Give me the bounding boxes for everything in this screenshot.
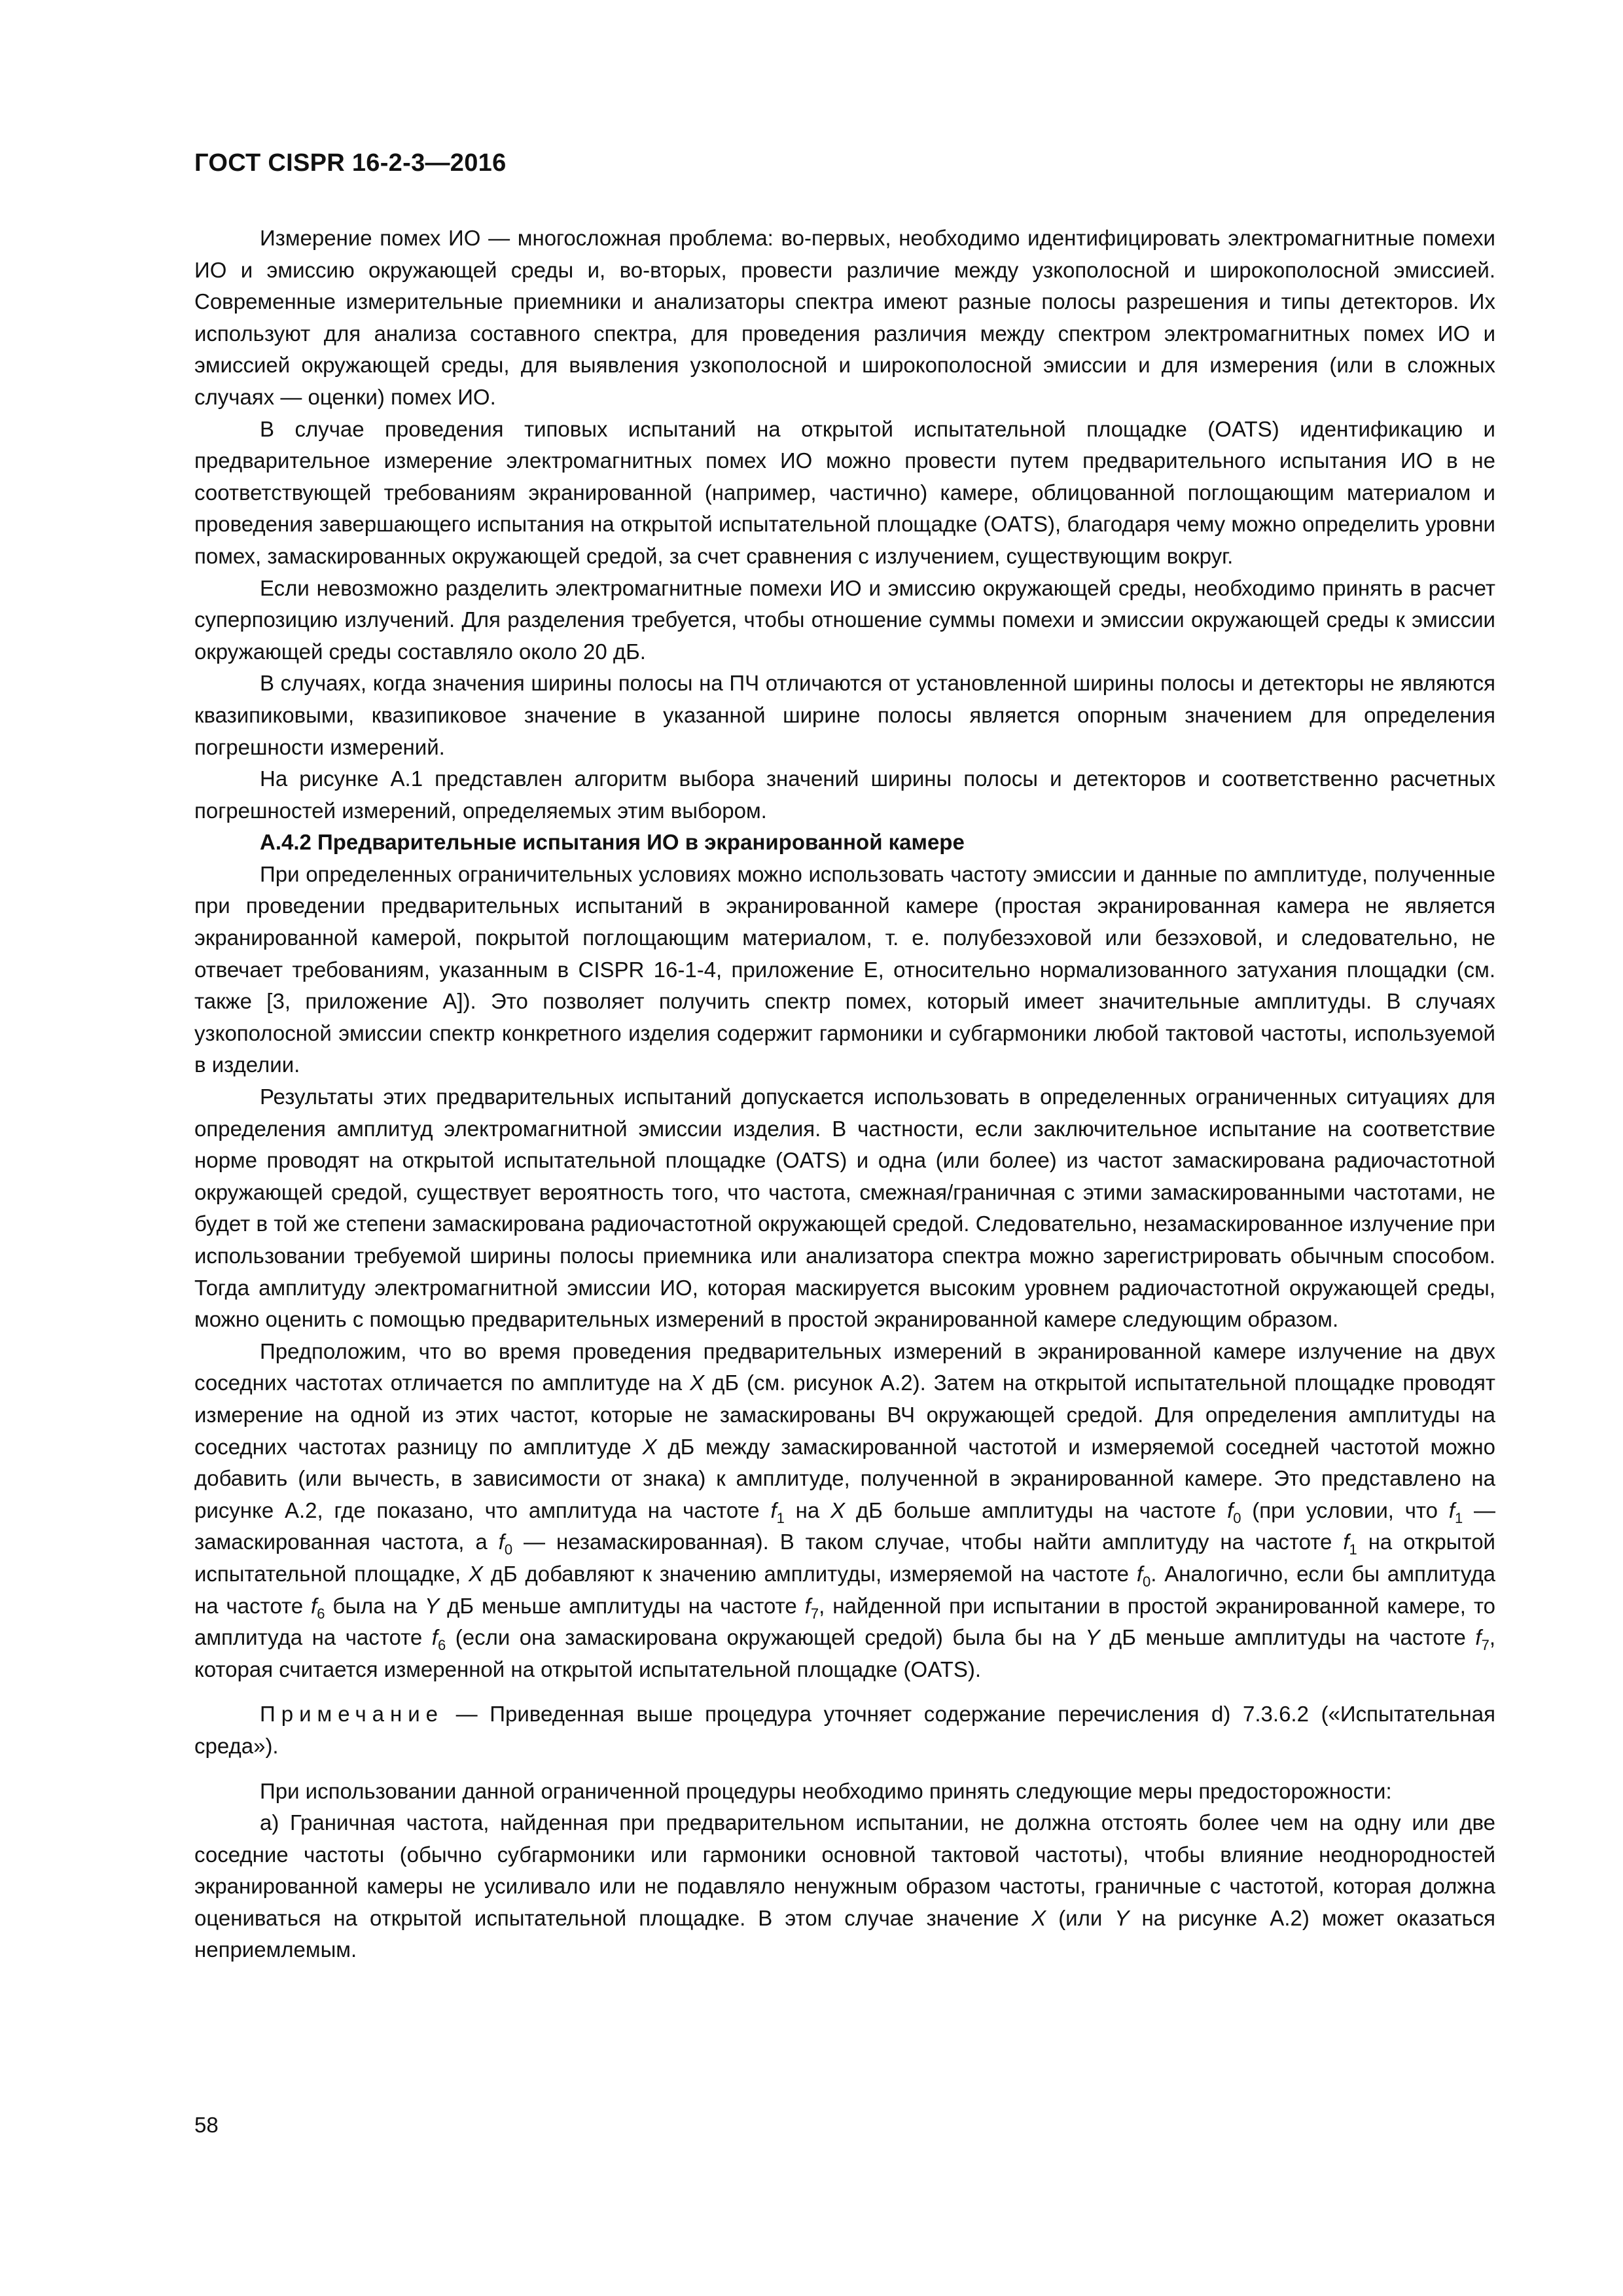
- section-heading: А.4.2 Предварительные испытания ИО в экранированной камере: [260, 830, 965, 855]
- paragraph: Результаты этих предварительных испытаний допускается использовать в определенных ограниченных ситуациях для определения амплитуд электромагнитной эмиссии изделия. В частности, если заключительное испытание на соответствие норме проводят на открытой испытательной площадке (OATS) и одна (или более) из частот замаскирована радиочастотной окружающей средой, существует вероятность того, что частота, смежная/граничная с этими замаскированными частотами, не будет в той же степени замаскирована радиочастотной окружающей средой. Следовательно, незамаскированное излучение при использовании требуемой ширины полосы приемника или анализатора спектра можно зарегистрировать обычным способом. Тогда амплитуду электромагнитной эмиссии ИО, которая маскируется высоким уровнем радиочастотной окружающей среды, можно оценить с помощью предварительных измерений в простой экранированной камере следующим образом.: [194, 1085, 1495, 1332]
- list-item: a) Граничная частота, найденная при предварительном испытании, не должна отстоять более чем на одну или две соседние частоты (обычно субгармоники или гармоники основной тактовой частоты), чтобы влияние неоднородностей экранированной камеры не усиливало или не подавляло ненужным образом частоты, граничные с частотой, которая должна оцениваться на открытой испытательной площадке. В этом случае значение X (или Y на рисунке А.2) может оказаться неприемлемым.: [194, 1810, 1495, 1962]
- paragraph: В случае проведения типовых испытаний на открытой испытательной площадке (OATS) идентификацию и предварительное измерение электромагнитных помех ИО можно провести путем предварительного испытания ИО в не соответствующей требованиям экранированной (например, частично) камере, облицованной поглощающим материалом и проведения завершающего испытания на открытой испытательной площадке (OATS), благодаря чему можно определить уровни помех, замаскированных окружающей средой, за счет сравнения с излучением, существующим вокруг.: [194, 416, 1495, 568]
- paragraph: Измерение помех ИО — многосложная проблема: во-первых, необходимо идентифицировать электромагнитные помехи ИО и эмиссию окружающей среды и, во-вторых, провести различие между узкополосной и широкополосной эмиссией. Современные измерительные приемники и анализаторы спектра имеют разные полосы разрешения и типы детекторов. Их используют для анализа составного спектра, для проведения различия между спектром электромагнитных помех ИО и эмиссией окружающей среды, для выявления узкополосной и широкополосной эмиссии и для измерения (или в сложных случаях — оценки) помех ИО.: [194, 226, 1495, 409]
- document-body: [194, 223, 1495, 1966]
- page-number: 58: [194, 2113, 219, 2137]
- note-text: — Приведенная выше процедура уточняет содержание перечисления d) 7.3.6.2 («Испытательная среда»).: [194, 1702, 1495, 1758]
- paragraph: Если невозможно разделить электромагнитные помехи ИО и эмиссию окружающей среды, необходимо принять в расчет суперпозицию излучений. Для разделения требуется, чтобы отношение суммы помехи и эмиссии окружающей среды к эмиссии окружающей среды составляло около 20 дБ.: [194, 575, 1495, 664]
- document-header: ГОСТ CISPR 16-2-3—2016: [194, 149, 507, 177]
- paragraph: При определенных ограничительных условиях можно использовать частоту эмиссии и данные по амплитуде, полученные при проведении предварительных испытаний в экранированной камере (простая экранированная камера не является экранированной камерой, покрытой поглощающим материалом, т. е. полубезэховой или безэховой, и следовательно, не отвечает требованиям, указанным в CISPR 16-1-4, приложение E, относительно нормализованного затухания площадки (см. также [3, приложение А]). Это позволяет получить спектр помех, который имеет значительные амплитуды. В случаях узкополосной эмиссии спектр конкретного изделия содержит гармоники и субгармоники любой тактовой частоты, используемой в изделии.: [194, 861, 1495, 1077]
- note-label: Примечание: [260, 1702, 444, 1727]
- paragraph: В случаях, когда значения ширины полосы на ПЧ отличаются от установленной ширины полосы и детекторы не являются квазипиковыми, квазипиковое значение в указанной ширине полосы является опорным значением для определения погрешности измерений.: [194, 671, 1495, 759]
- note: [194, 1698, 1495, 1762]
- paragraph-suppose: Предположим, что во время проведения предварительных измерений в экранированной камере излучение на двух соседних частотах отличается по амплитуде на X дБ (см. рисунок А.2). Затем на открытой испытательной площадке проводят измерение на одной из этих частот, которые не замаскированы ВЧ окружающей средой. Для определения амплитуды на соседних частотах разницу по амплитуде X дБ между замаскированной частотой и измеряемой соседней частотой можно добавить (или вычесть, в зависимости от знака) к амплитуде, полученной в экранированной камере. Это представлено на рисунке А.2, где показано, что амплитуда на частоте $f_1$ на X дБ больше амплитуды на частоте $f_0$ (при условии, что $f_1$ — замаскированная частота, а $f_0$ — незамаскированная). В таком случае, чтобы найти амплитуду на частоте $f_1$ на открытой испытательной площадке, X дБ добавляют к значению амплитуды, измеряемой на частоте $f_0$. Аналогично, если бы амплитуда на частоте $f_6$ была на Y дБ меньше амплитуды на частоте $f_7$, найденной при испытании в простой экранированной камере, то амплитуда на частоте $f_6$ (если она замаскирована окружающей средой) была бы на Y дБ меньше амплитуды на частоте $f_7$, которая считается измеренной на открытой испытательной площадке (OATS).: [194, 1338, 1496, 1681]
- paragraph: На рисунке А.1 представлен алгоритм выбора значений ширины полосы и детекторов и соответственно расчетных погрешностей измерений, определяемых этим выбором.: [194, 766, 1495, 823]
- paragraph: При использовании данной ограниченной процедуры необходимо принять следующие меры предосторожности:: [260, 1778, 1392, 1803]
